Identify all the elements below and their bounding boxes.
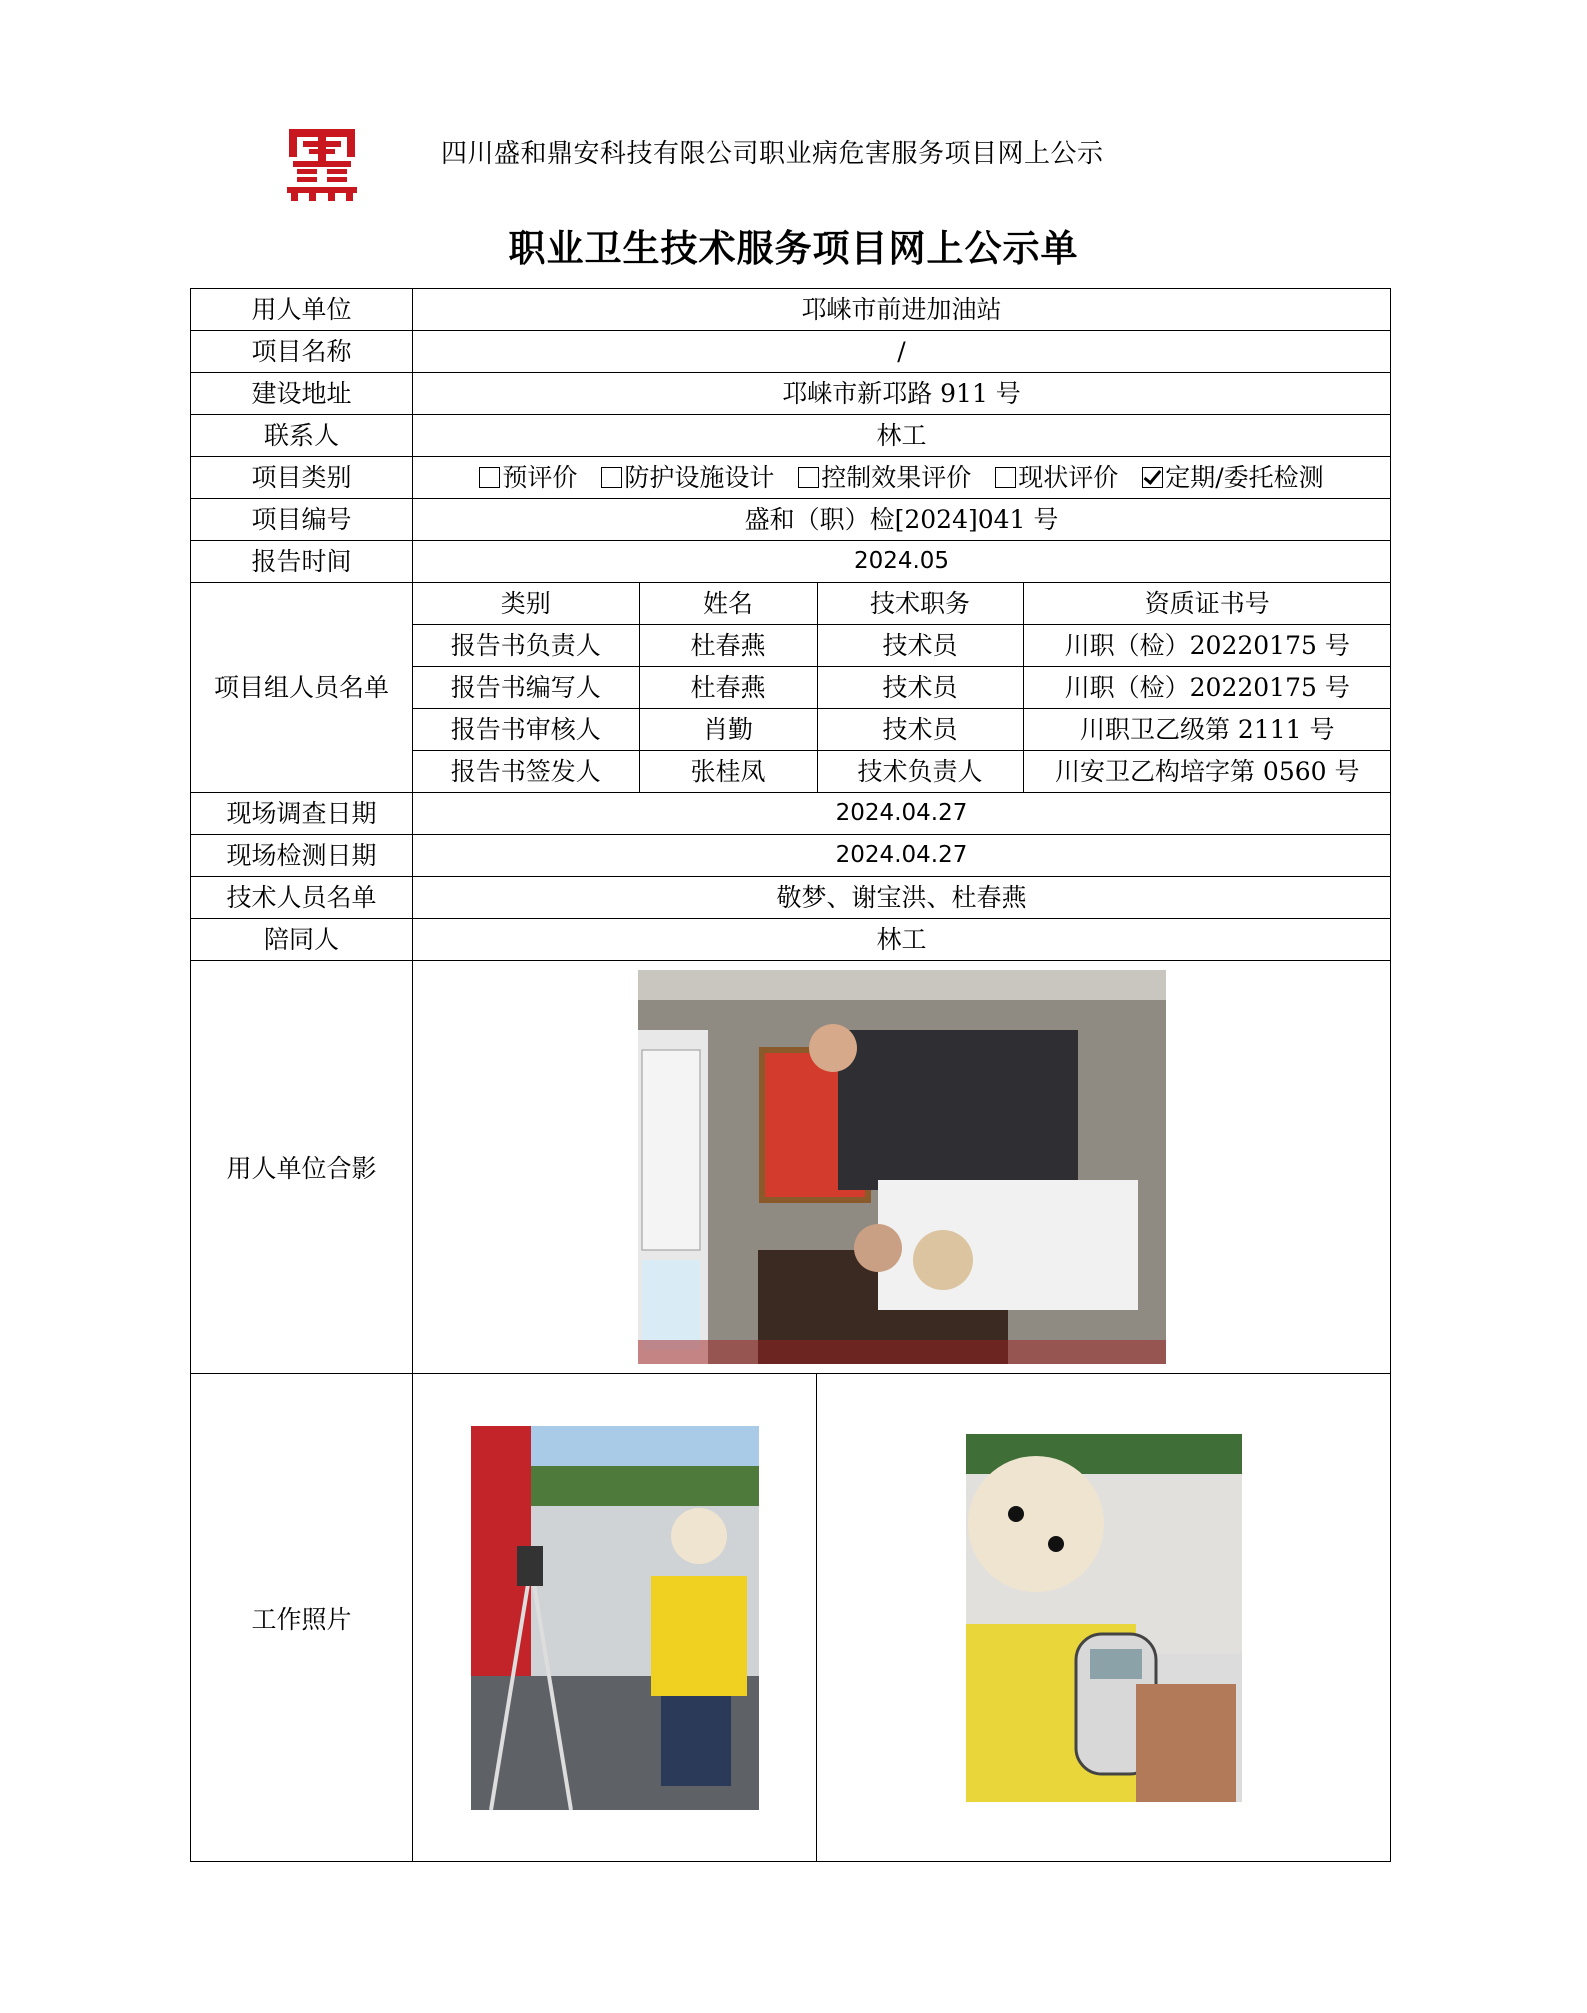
work-photos-label: 工作照片: [191, 1374, 413, 1862]
project-no-value: 盛和（职）检[2024]041 号: [413, 499, 1391, 541]
team-title: 技术负责人: [817, 751, 1023, 793]
team-table: [413, 583, 1391, 792]
team-cert: 川安卫乙构培字第 0560 号: [1023, 751, 1391, 793]
row-category: [191, 457, 1391, 499]
row-employer: [191, 289, 1391, 331]
row-project-no: [191, 499, 1391, 541]
contact-value: 林工: [413, 415, 1391, 457]
team-table-cell: [413, 583, 1391, 793]
category-option-label: 定期/委托检测: [1165, 463, 1324, 492]
accompany-value: 林工: [413, 919, 1391, 961]
team-member-row: [413, 667, 1391, 709]
team-cert: 川职（检）20220175 号: [1023, 667, 1391, 709]
row-report-time: [191, 541, 1391, 583]
category-label: 项目类别: [191, 457, 413, 499]
work-photo-cell-2: [817, 1374, 1391, 1862]
group-photo-label: 用人单位合影: [191, 961, 413, 1374]
category-option[interactable]: [798, 463, 971, 492]
group-photo[interactable]: [638, 970, 1166, 1364]
team-role: 报告书编写人: [413, 667, 639, 709]
team-header: 类别: [413, 583, 639, 625]
team-name: 杜春燕: [639, 625, 817, 667]
team-title: 技术员: [817, 709, 1023, 751]
tech-staff-label: 技术人员名单: [191, 877, 413, 919]
accompany-label: 陪同人: [191, 919, 413, 961]
project-no-label: 项目编号: [191, 499, 413, 541]
category-option[interactable]: [995, 463, 1118, 492]
project-name-label: 项目名称: [191, 331, 413, 373]
team-role: 报告书审核人: [413, 709, 639, 751]
work-photo-cell-1: [413, 1374, 817, 1862]
team-title: 技术员: [817, 667, 1023, 709]
category-option-label: 防护设施设计: [624, 463, 775, 492]
team-name: 杜春燕: [639, 667, 817, 709]
category-option[interactable]: [601, 463, 774, 492]
publicity-table: [190, 288, 1391, 1862]
survey-date-value: 2024.04.27: [413, 793, 1391, 835]
employer-value: 邛崃市前进加油站: [413, 289, 1391, 331]
employer-label: 用人单位: [191, 289, 413, 331]
header: [285, 125, 1285, 205]
company-title: 四川盛和鼎安科技有限公司职业病危害服务项目网上公示: [441, 139, 1104, 169]
row-group-photo: [191, 961, 1391, 1374]
survey-date-label: 现场调查日期: [191, 793, 413, 835]
team-cert: 川职卫乙级第 2111 号: [1023, 709, 1391, 751]
company-logo: [285, 125, 359, 203]
team-title: 技术员: [817, 625, 1023, 667]
team-label: 项目组人员名单: [191, 583, 413, 793]
work-photo-1[interactable]: [471, 1426, 759, 1810]
checkbox-icon: [995, 467, 1016, 488]
team-header: 资质证书号: [1023, 583, 1391, 625]
team-role: 报告书签发人: [413, 751, 639, 793]
checkbox-icon: [479, 467, 500, 488]
address-label: 建设地址: [191, 373, 413, 415]
team-header: 技术职务: [817, 583, 1023, 625]
team-name: 张桂凤: [639, 751, 817, 793]
group-photo-cell: [413, 961, 1391, 1374]
team-cert: 川职（检）20220175 号: [1023, 625, 1391, 667]
report-time-value: 2024.05: [413, 541, 1391, 583]
project-name-value: /: [413, 331, 1391, 373]
row-address: [191, 373, 1391, 415]
team-member-row: [413, 751, 1391, 793]
test-date-label: 现场检测日期: [191, 835, 413, 877]
row-project-name: [191, 331, 1391, 373]
team-name: 肖勤: [639, 709, 817, 751]
category-option-label: 预评价: [502, 463, 578, 492]
test-date-value: 2024.04.27: [413, 835, 1391, 877]
row-accompany: [191, 919, 1391, 961]
category-option-label: 现状评价: [1018, 463, 1119, 492]
contact-label: 联系人: [191, 415, 413, 457]
row-work-photos: [191, 1374, 1391, 1862]
checkbox-icon: [798, 467, 819, 488]
work-photo-2[interactable]: [966, 1434, 1242, 1802]
row-test-date: [191, 835, 1391, 877]
report-time-label: 报告时间: [191, 541, 413, 583]
row-team: [191, 583, 1391, 793]
address-value: 邛崃市新邛路 911 号: [413, 373, 1391, 415]
category-option-label: 控制效果评价: [821, 463, 972, 492]
team-member-row: [413, 709, 1391, 751]
team-member-row: [413, 625, 1391, 667]
team-header: 姓名: [639, 583, 817, 625]
team-role: 报告书负责人: [413, 625, 639, 667]
category-option[interactable]: [1142, 463, 1323, 492]
row-contact: [191, 415, 1391, 457]
category-options: [413, 457, 1391, 499]
document-title: 职业卫生技术服务项目网上公示单: [508, 226, 1079, 270]
checked-checkbox-icon: [1142, 467, 1163, 488]
checkbox-icon: [601, 467, 622, 488]
row-tech-staff: [191, 877, 1391, 919]
row-survey-date: [191, 793, 1391, 835]
team-header-row: [413, 583, 1391, 625]
category-option[interactable]: [479, 463, 577, 492]
tech-staff-value: 敬梦、谢宝洪、杜春燕: [413, 877, 1391, 919]
